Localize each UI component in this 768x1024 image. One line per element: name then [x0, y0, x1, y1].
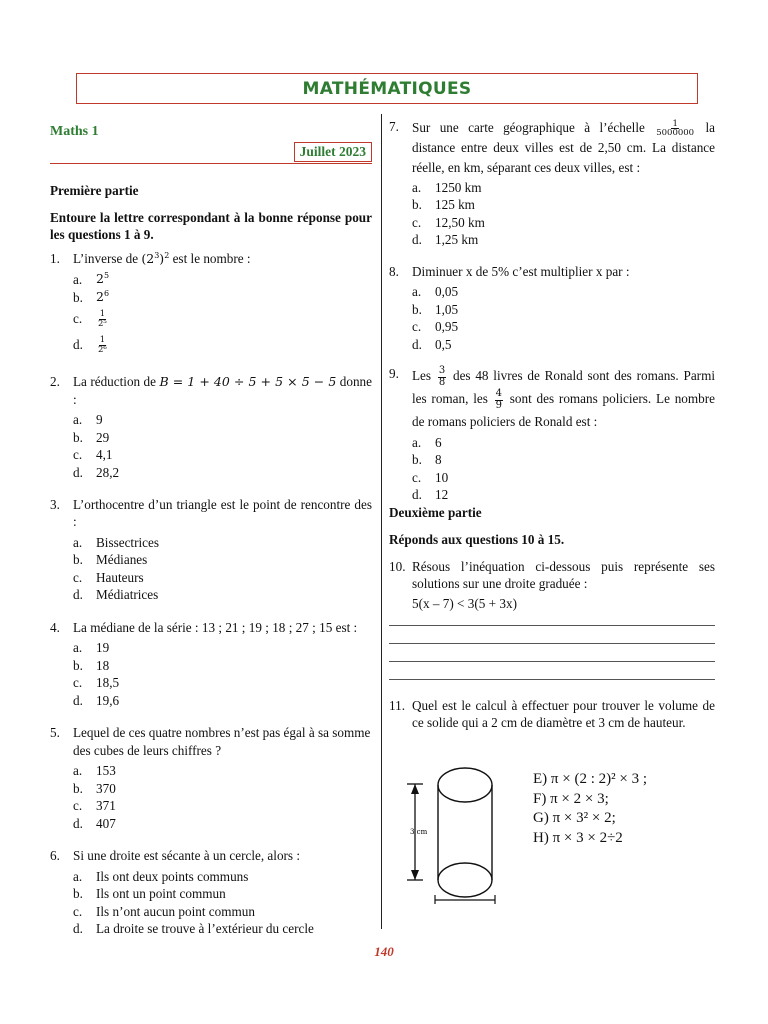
option-letter: b. [73, 289, 83, 305]
option-b[interactable] [73, 657, 372, 675]
option-b[interactable] [412, 196, 715, 214]
q2-expression: B = 1 + 40 ÷ 5 + 5 × 5 − 5 [159, 374, 337, 390]
option-g[interactable] [533, 809, 647, 829]
question-7 [389, 118, 715, 177]
question-number: 1. [50, 250, 60, 266]
q9-text-3: sont des romans policiers. Le nombre de romans policiers de Ronald est : [412, 391, 715, 430]
option-c[interactable] [412, 469, 715, 487]
cylinder-top-ellipse [438, 768, 492, 802]
question-text [73, 250, 372, 268]
question-5 [50, 724, 372, 759]
q9-text-1: Les [412, 368, 436, 384]
option-text: 19 [96, 640, 110, 656]
option-d[interactable] [73, 815, 372, 833]
option-text: 1250 km [435, 179, 482, 195]
option-letter: H) [533, 829, 549, 846]
question-number: 8. [389, 263, 399, 279]
option-text: 407 [96, 815, 116, 831]
option-a[interactable] [412, 283, 715, 301]
option-text: π × (2 : 2)² × 3 ; [550, 771, 647, 787]
option-h[interactable] [533, 829, 647, 849]
option-text: Hauteurs [96, 569, 144, 585]
option-a[interactable] [73, 271, 372, 289]
option-d[interactable] [73, 463, 372, 481]
part1-title: Première partie [50, 183, 139, 199]
q1-options [50, 271, 372, 358]
option-d[interactable] [412, 336, 715, 354]
option-b[interactable] [73, 289, 372, 307]
q9-text-2: des 48 livres de Ronald sont des romans. Parmi les roman, les [412, 368, 715, 407]
option-text: 28,2 [96, 464, 120, 480]
option-d[interactable] [73, 920, 372, 938]
fraction-numerator: 4 [495, 388, 503, 400]
q7-scale-fraction [656, 120, 694, 139]
q1-expression [141, 251, 169, 266]
question-text [412, 365, 715, 434]
answer-lines[interactable] [389, 625, 715, 680]
option-text: 9 [96, 412, 103, 427]
q7-options [389, 179, 715, 249]
question-number: 3. [50, 496, 60, 512]
page-title: MATHÉMATIQUES [302, 79, 472, 99]
part2-instruction: Réponds aux questions 10 à 15. [389, 532, 565, 548]
option-a[interactable] [412, 434, 715, 452]
subject-label: Maths 1 [50, 124, 99, 139]
option-text: 8 [435, 452, 442, 468]
option-c[interactable] [73, 306, 372, 332]
option-letter: a. [73, 534, 83, 550]
answer-line [389, 661, 715, 662]
fraction-numerator: 1 [99, 334, 106, 345]
option-text: 1,25 km [435, 232, 479, 248]
q1-expr-close: ) [159, 250, 165, 266]
option-letter: a. [73, 640, 83, 656]
option-text: π × 3² × 2; [552, 810, 616, 826]
question-text: Si une droite est sécante à un cercle, alors : [73, 848, 301, 864]
question-number: 2. [50, 374, 60, 390]
question-number: 9. [389, 366, 399, 382]
page-number: 140 [374, 944, 394, 959]
q3-options [50, 534, 372, 604]
option-a[interactable] [412, 179, 715, 197]
option-text: 10 [435, 469, 449, 485]
option-fraction [98, 336, 107, 355]
option-text: 153 [96, 763, 116, 779]
option-b[interactable] [412, 301, 715, 319]
option-letter: a. [73, 412, 83, 427]
option-letter: b. [412, 301, 422, 317]
option-b[interactable] [73, 780, 372, 798]
question-10 [389, 558, 715, 593]
question-text: Quel est le calcul à effectuer pour trouver le volume de ce solide qui a 2 cm de diamètre et 3 cm de hauteur. [412, 697, 715, 731]
option-letter: b. [73, 429, 83, 445]
option-letter: G) [533, 810, 549, 826]
height-label: 3 cm [410, 828, 428, 836]
q2-text-pre: La réduction de [73, 374, 160, 390]
question-text [73, 373, 372, 408]
option-c[interactable] [73, 903, 372, 921]
option-b[interactable] [73, 428, 372, 446]
option-letter: c. [73, 798, 83, 814]
question-1 [50, 250, 372, 268]
option-text: 18,5 [96, 675, 120, 691]
option-c[interactable] [412, 318, 715, 336]
question-text: L’orthocentre d’un triangle est le point de rencontre des : [73, 496, 372, 530]
question-3 [50, 496, 372, 531]
option-text: 0,5 [435, 336, 452, 352]
cylinder-bottom-ellipse [438, 863, 492, 897]
power-base: 2 [96, 289, 104, 305]
page-title-box [76, 73, 698, 104]
option-letter: c. [412, 319, 422, 335]
answer-line [389, 625, 715, 626]
question-text: La médiane de la série : 13 ; 21 ; 19 ; 18 ; 27 ; 15 est : [73, 619, 358, 635]
option-text: Bissectrices [96, 534, 159, 550]
option-a[interactable] [73, 639, 372, 657]
option-letter: d. [412, 487, 422, 503]
option-c[interactable] [73, 569, 372, 587]
q8-options [389, 283, 715, 353]
option-d[interactable] [73, 332, 372, 358]
option-letter: d. [73, 921, 83, 937]
height-arrow-bottom-head [411, 870, 419, 880]
right-column [389, 118, 715, 732]
q7-text-post: la distance entre deux villes est de 2,50 cm. La distance réelle, en km, séparant ces deux villes, est : [412, 120, 715, 175]
option-value [96, 271, 109, 288]
option-text: 18 [96, 657, 110, 673]
option-d[interactable] [412, 486, 715, 504]
q9-fraction-2 [495, 389, 503, 411]
q2-options [50, 411, 372, 481]
option-text: Ils ont deux points communs [96, 868, 249, 884]
option-text: 125 km [435, 197, 475, 213]
q1-text-post: est le nombre : [169, 250, 251, 266]
question-text: Lequel de ces quatre nombres n’est pas égal à sa somme des cubes de leurs chiffres ? [73, 725, 371, 758]
option-letter: a. [412, 434, 422, 450]
option-a[interactable] [73, 868, 372, 886]
part1-instruction: Entoure la lettre correspondant à la bonne réponse pour les questions 1 à 9. [50, 209, 372, 243]
question-11 [389, 697, 715, 732]
answer-line [389, 679, 715, 680]
option-text: 0,05 [435, 284, 459, 300]
power-exp: 6 [103, 288, 110, 298]
q11-options [533, 770, 647, 848]
answer-line [389, 643, 715, 644]
option-letter: c. [73, 311, 83, 327]
option-letter: c. [412, 214, 422, 230]
question-6 [50, 847, 372, 864]
option-c[interactable] [73, 446, 372, 464]
option-letter: a. [73, 763, 83, 779]
option-letter: b. [412, 197, 422, 213]
q9-options [389, 434, 715, 504]
left-column [50, 120, 372, 938]
question-text [412, 118, 715, 177]
question-number: 11. [389, 697, 405, 713]
option-c[interactable] [412, 214, 715, 232]
option-a[interactable] [73, 534, 372, 552]
option-letter: b. [73, 552, 83, 568]
option-letter: d. [73, 464, 83, 480]
column-divider [381, 114, 382, 929]
height-arrow-top-head [411, 784, 419, 794]
option-text: 29 [96, 429, 110, 445]
option-text: 371 [96, 798, 116, 814]
option-letter: d. [73, 587, 83, 603]
option-letter: c. [73, 903, 83, 919]
date-row [50, 142, 372, 162]
option-letter: a. [73, 272, 83, 288]
q4-options [50, 639, 372, 709]
option-a[interactable] [73, 762, 372, 780]
option-text: 12,50 km [435, 214, 485, 230]
cylinder-figure [398, 764, 528, 904]
power-exp: 5 [103, 271, 110, 281]
option-d[interactable] [73, 586, 372, 604]
option-a[interactable] [73, 411, 372, 429]
question-text: Résous l’inéquation ci-dessous puis représente ses solutions sur une droite graduée : [412, 558, 715, 591]
question-2 [50, 373, 372, 408]
question-9 [389, 365, 715, 434]
option-letter: d. [412, 336, 422, 352]
fraction-numerator: 1 [672, 118, 678, 129]
question-8 [389, 263, 715, 280]
question-text: Diminuer x de 5% c’est multiplier x par : [412, 263, 630, 279]
power-base: 2 [96, 271, 104, 287]
question-number: 10. [389, 558, 406, 574]
q9-fraction-1 [438, 366, 446, 388]
fraction-denominator: 2⁶ [98, 344, 107, 355]
option-letter: d. [73, 692, 83, 708]
option-fraction [98, 310, 107, 329]
option-text: π × 2 × 3; [550, 790, 609, 807]
header-rule [50, 163, 372, 164]
q10-inequation: 5(x – 7) < 3(5 + 3x) [412, 596, 517, 612]
option-letter: c. [412, 469, 422, 485]
option-text: Médiatrices [96, 587, 159, 603]
option-letter: F) [533, 790, 547, 807]
q5-options [50, 762, 372, 832]
fraction-denominator: 2⁵ [98, 318, 107, 329]
question-number: 4. [50, 619, 60, 635]
option-letter: b. [412, 452, 422, 468]
fraction-denominator: 5000000 [656, 128, 695, 139]
option-text: 1,05 [435, 301, 459, 317]
option-letter: c. [73, 675, 83, 691]
q2-text-post: donne : [73, 374, 372, 407]
option-text: 370 [96, 780, 116, 796]
option-d[interactable] [412, 231, 715, 249]
question-4 [50, 619, 372, 636]
option-c[interactable] [73, 674, 372, 692]
question-number: 7. [389, 119, 399, 134]
option-letter: b. [73, 657, 83, 673]
q6-options [50, 868, 372, 938]
option-letter: a. [73, 868, 83, 884]
exam-date: Juillet 2023 [294, 142, 372, 162]
option-letter: d. [73, 337, 83, 353]
option-text: Ils ont un point commun [96, 886, 226, 902]
option-f[interactable] [533, 790, 647, 810]
option-text: Médianes [96, 552, 148, 568]
option-letter: d. [412, 232, 422, 248]
q1-expr-exp2: 2 [164, 250, 170, 260]
option-text: 4,1 [96, 447, 113, 462]
option-c[interactable] [73, 797, 372, 815]
q1-expr-base: (2 [141, 250, 155, 266]
fraction-numerator: 1 [99, 308, 106, 319]
option-b[interactable] [412, 451, 715, 469]
option-text: π × 3 × 2÷2 [552, 829, 623, 846]
option-d[interactable] [73, 692, 372, 710]
option-letter: a. [412, 284, 422, 300]
fraction-denominator: 8 [438, 376, 446, 388]
option-text: 6 [435, 434, 442, 450]
option-b[interactable] [73, 885, 372, 903]
option-letter: E) [533, 771, 548, 787]
option-letter: c. [73, 447, 83, 462]
option-letter: b. [73, 886, 83, 902]
q1-expr-exp1: 3 [154, 250, 160, 260]
fraction-numerator: 3 [438, 365, 446, 377]
option-b[interactable] [73, 551, 372, 569]
fraction-denominator: 9 [495, 399, 503, 411]
option-text: 0,95 [435, 319, 459, 335]
option-text: 12 [435, 487, 449, 503]
question-number: 6. [50, 848, 60, 864]
option-text: 19,6 [96, 692, 120, 708]
q1-text-pre: L’inverse de [73, 250, 142, 266]
option-text: La droite se trouve à l’extérieur du cercle [96, 921, 314, 937]
option-letter: a. [412, 179, 422, 195]
option-letter: c. [73, 569, 83, 585]
option-text: Ils n’ont aucun point commun [96, 903, 255, 919]
option-letter: b. [73, 780, 83, 796]
option-letter: d. [73, 815, 83, 831]
part2-title: Deuxième partie [389, 504, 482, 520]
question-number: 5. [50, 725, 60, 741]
q7-text-pre: Sur une carte géographique à l’échelle [412, 120, 655, 135]
option-e[interactable] [533, 770, 647, 790]
option-value [96, 289, 109, 306]
